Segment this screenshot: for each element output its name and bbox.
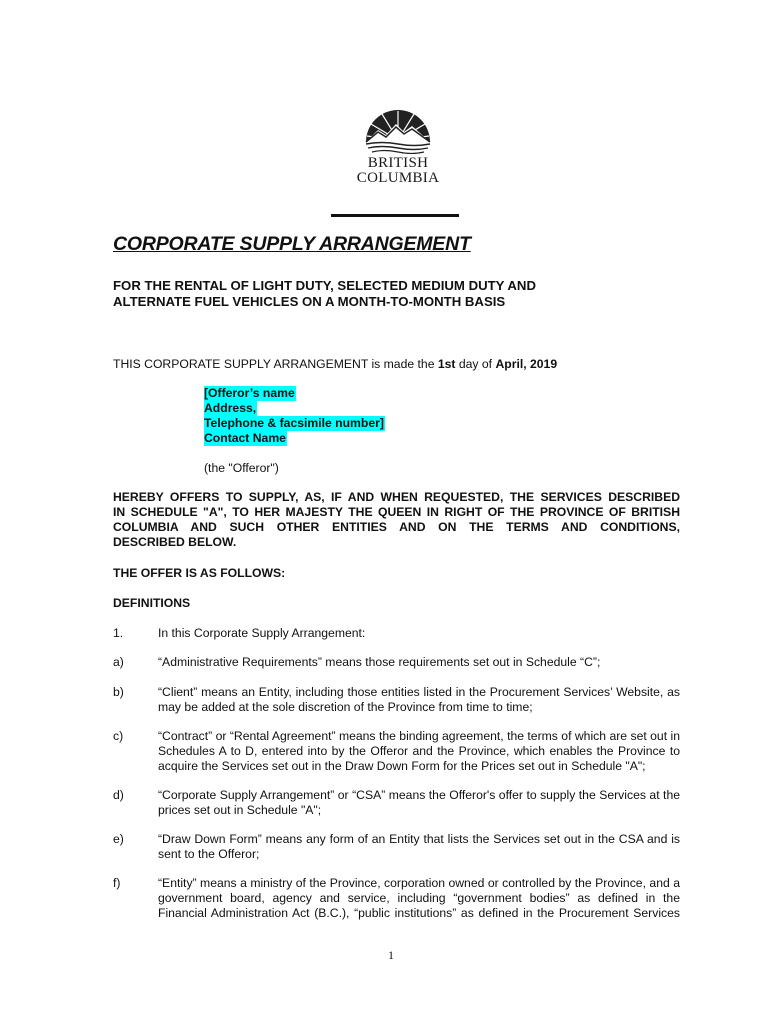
hereby-offers-paragraph	[113, 490, 680, 550]
hereby-line: COLUMBIA AND SUCH OTHER ENTITIES AND ON THE TERMS AND CONDITIONS,	[113, 520, 680, 534]
offer-follows-heading: THE OFFER IS AS FOLLOWS:	[113, 566, 286, 580]
document-title: CORPORATE SUPPLY ARRANGEMENT	[113, 233, 471, 255]
made-day: 1st	[437, 357, 456, 371]
item-text	[158, 685, 680, 715]
document-subtitle	[113, 278, 693, 310]
item-line: In this Corporate Supply Arrangement:	[158, 626, 366, 640]
item-text	[158, 876, 680, 921]
item-line: “Contract” or “Rental Agreement” means the binding agreement, the terms of which are set out in	[158, 729, 680, 743]
item-line: “Client” means an Entity, including those entities listed in the Procurement Services’ Website, as	[158, 685, 680, 699]
item-text	[158, 729, 680, 774]
offeror-telephone-placeholder: Telephone & facsimile number]	[204, 416, 384, 430]
item-number: c)	[113, 729, 124, 743]
subtitle-line: ALTERNATE FUEL VEHICLES ON A MONTH-TO-MONTH BASIS	[113, 294, 506, 309]
item-line: “Draw Down Form” means any form of an Entity that lists the Services set out in the CSA and is	[158, 832, 680, 846]
page-number: 1	[388, 948, 394, 962]
item-text	[158, 788, 680, 818]
logo-text-british: BRITISH	[367, 155, 429, 171]
offeror-address-placeholder: Address,	[204, 401, 257, 415]
offeror-definition: (the "Offeror")	[204, 461, 279, 475]
made-date: April, 2019	[495, 357, 558, 371]
hereby-line: DESCRIBED BELOW.	[113, 535, 237, 549]
hereby-line: HEREBY OFFERS TO SUPPLY, AS, IF AND WHEN REQUESTED, THE SERVICES DESCRIBED	[113, 490, 680, 504]
british-columbia-logo	[352, 108, 444, 190]
offeror-contact-placeholder: Contact Name	[204, 431, 286, 445]
offeror-name-placeholder: [Offeror’s name	[204, 386, 295, 400]
item-number: a)	[113, 655, 124, 669]
item-line: “Entity” means a ministry of the Province, corporation owned or controlled by the Province, and a	[158, 876, 680, 890]
item-line: sent to the Offeror;	[158, 847, 260, 861]
logo-text-columbia: COLUMBIA	[356, 170, 440, 186]
item-line: “Administrative Requirements” means those requirements set out in Schedule “C”;	[158, 655, 601, 669]
made-prefix: THIS CORPORATE SUPPLY ARRANGEMENT is made the	[113, 357, 438, 371]
definitions-heading: DEFINITIONS	[113, 596, 191, 610]
sun-mountain-emblem-icon	[364, 108, 432, 154]
subtitle-line: FOR THE RENTAL OF LIGHT DUTY, SELECTED MEDIUM DUTY AND	[113, 278, 536, 293]
item-line: Financial Administration Act (B.C.), “public institutions” as defined in the Procurement Services	[158, 906, 680, 920]
item-line: “Corporate Supply Arrangement” or “CSA” means the Offeror's offer to supply the Services at the	[158, 788, 680, 802]
item-text	[158, 832, 680, 862]
hereby-line: IN SCHEDULE "A", TO HER MAJESTY THE QUEEN IN RIGHT OF THE PROVINCE OF BRITISH	[113, 505, 680, 519]
item-number: e)	[113, 832, 124, 846]
item-text	[158, 655, 680, 670]
item-line: Schedules A to D, entered into by the Offeror and the Province, which enables the Province to	[158, 744, 680, 758]
item-line: government board, agency and service, including “government bodies” as defined in the	[158, 891, 680, 905]
item-number: b)	[113, 685, 124, 699]
item-line: may be added at the sole discretion of the Province from time to time;	[158, 700, 533, 714]
made-middle: day of	[455, 357, 496, 371]
item-number: f)	[113, 876, 121, 890]
item-text	[158, 626, 680, 641]
item-line: acquire the Services set out in the Draw Down Form for the Prices set out in Schedule "A";	[158, 759, 646, 773]
title-divider	[331, 214, 459, 217]
offeror-placeholder-block	[204, 386, 385, 446]
item-number: d)	[113, 788, 124, 802]
item-line: prices set out in Schedule "A";	[158, 803, 322, 817]
item-number: 1.	[113, 626, 124, 640]
made-date-statement	[113, 357, 557, 371]
